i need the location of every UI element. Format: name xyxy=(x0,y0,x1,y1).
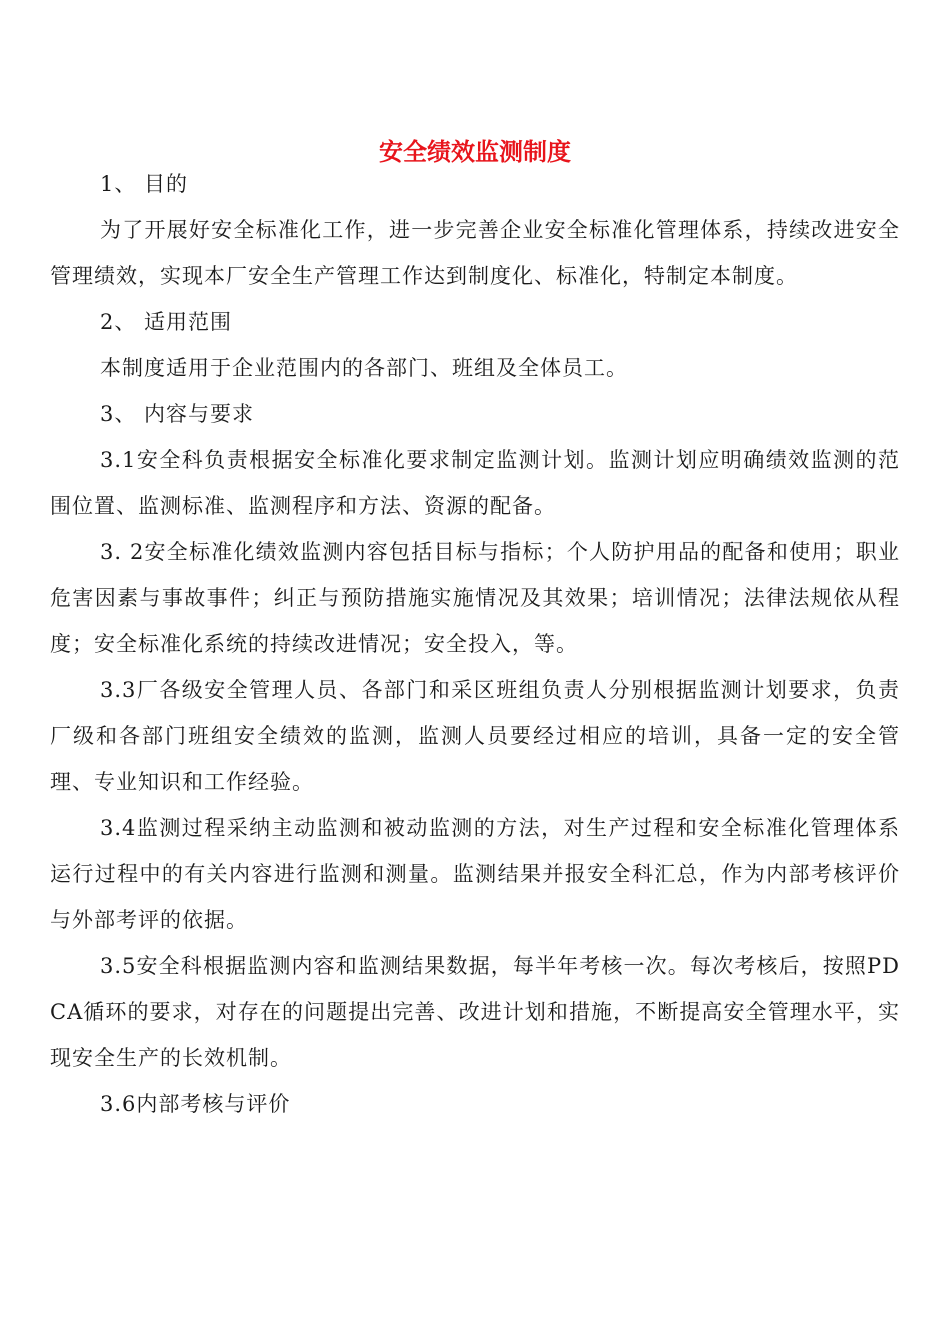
paragraph-3-5: 3.5安全科根据监测内容和监测结果数据，每半年考核一次。每次考核后，按照PDCA循环的要求，对存在的问题提出完善、改进计划和措施，不断提高安全管理水平，实现安全生产的长效机制。 xyxy=(50,954,900,1070)
paragraph-scope: 本制度适用于企业范围内的各部门、班组及全体员工。 xyxy=(100,356,628,380)
document-body xyxy=(50,161,900,1127)
document-title: 安全绩效监测制度 xyxy=(379,138,571,167)
paragraph-3-2: 3. 2安全标准化绩效监测内容包括目标与指标；个人防护用品的配备和使用；职业危害因素与事故事件；纠正与预防措施实施情况及其效果；培训情况；法律法规依从程度；安全标准化系统的持续改进情况；安全投入，等。 xyxy=(50,540,900,656)
paragraph-3-4: 3.4监测过程采纳主动监测和被动监测的方法，对生产过程和安全标准化管理体系运行过程中的有关内容进行监测和测量。监测结果并报安全科汇总，作为内部考核评价与外部考评的依据。 xyxy=(50,816,900,932)
section-heading-scope: 2、 适用范围 xyxy=(100,310,233,334)
paragraph-3-3: 3.3厂各级安全管理人员、各部门和采区班组负责人分别根据监测计划要求，负责厂级和各部门班组安全绩效的监测，监测人员要经过相应的培训，具备一定的安全管理、专业知识和工作经验。 xyxy=(50,678,900,794)
paragraph-3-1: 3.1安全科负责根据安全标准化要求制定监测计划。监测计划应明确绩效监测的范围位置、监测标准、监测程序和方法、资源的配备。 xyxy=(50,448,900,518)
paragraph-purpose: 为了开展好安全标准化工作，进一步完善企业安全标准化管理体系，持续改进安全管理绩效，实现本厂安全生产管理工作达到制度化、标准化，特制定本制度。 xyxy=(50,218,900,288)
paragraph-3-6: 3.6内部考核与评价 xyxy=(100,1092,291,1116)
section-heading-content: 3、 内容与要求 xyxy=(100,402,255,426)
section-heading-purpose: 1、 目的 xyxy=(100,172,189,196)
